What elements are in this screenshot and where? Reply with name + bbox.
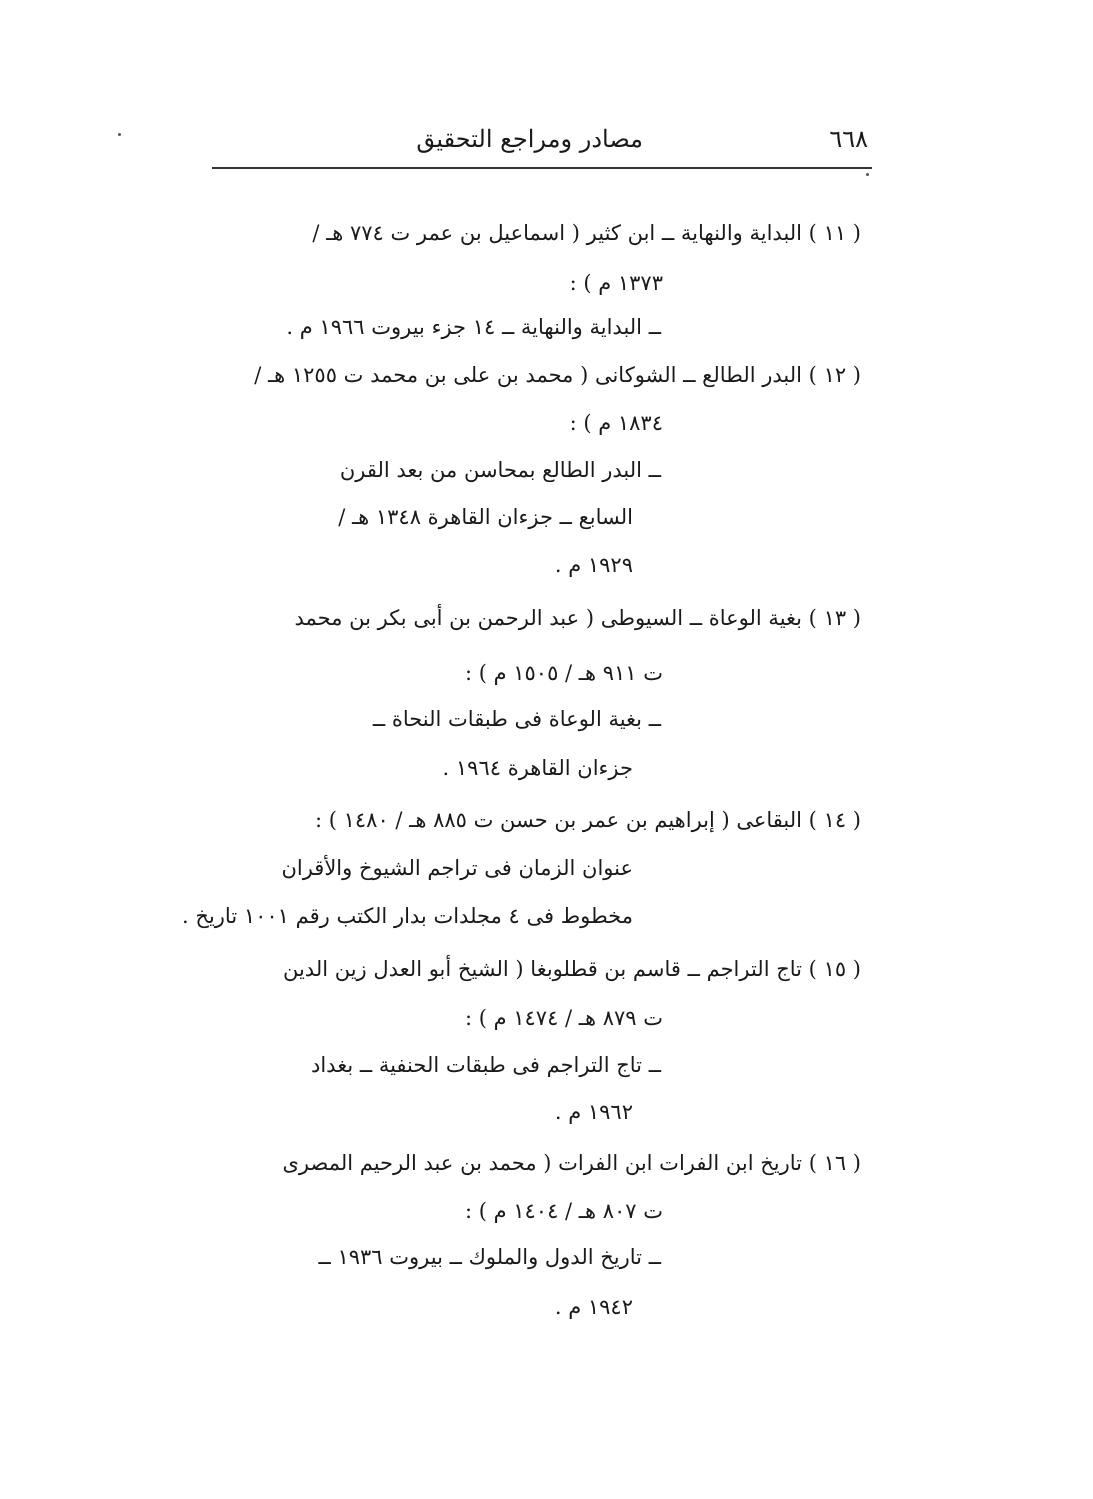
entry-11-line-2: ١٣٧٣ م ) : bbox=[569, 271, 663, 295]
entry-13-line-2: ت ٩١١ هـ / ١٥٠٥ م ) : bbox=[464, 661, 663, 685]
entry-14-line-3: مخطوط فى ٤ مجلدات بدار الكتب رقم ١٠٠١ تاريخ . bbox=[182, 904, 633, 928]
running-header-title: مصادر ومراجع التحقيق bbox=[416, 125, 643, 153]
entry-16-line-1: ( ١٦ ) تاريخ ابن الفرات ابن الفرات ( محمد بن عبد الرحيم المصرى bbox=[282, 1151, 861, 1175]
entry-16-line-2: ت ٨٠٧ هـ / ١٤٠٤ م ) : bbox=[464, 1199, 663, 1223]
entry-16-line-3: ــ تاريخ الدول والملوك ــ بيروت ١٩٣٦ ــ bbox=[318, 1245, 661, 1269]
entry-13-line-3: ــ بغية الوعاة فى طبقات النحاة ــ bbox=[372, 707, 661, 731]
entry-14-line-2: عنوان الزمان فى تراجم الشيوخ والأقران bbox=[281, 856, 633, 880]
entry-13-line-4: جزءان القاهرة ١٩٦٤ . bbox=[442, 756, 633, 780]
page-number: ٦٦٨ bbox=[829, 125, 868, 153]
speck bbox=[118, 133, 121, 136]
entry-12-line-1: ( ١٢ ) البدر الطالع ــ الشوكانى ( محمد بن على بن محمد ت ١٢٥٥ هـ / bbox=[254, 363, 861, 387]
entry-11-line-1: ( ١١ ) البداية والنهاية ــ ابن كثير ( اسماعيل بن عمر ت ٧٧٤ هـ / bbox=[312, 221, 861, 245]
entry-14-line-1: ( ١٤ ) البقاعى ( إبراهيم بن عمر بن حسن ت ٨٨٥ هـ / ١٤٨٠ ) : bbox=[314, 808, 861, 832]
entry-12-line-3: ــ البدر الطالع بمحاسن من بعد القرن bbox=[339, 458, 661, 482]
entry-15-line-1: ( ١٥ ) تاج التراجم ــ قاسم بن قطلوبغا ( الشيخ أبو العدل زين الدين bbox=[282, 957, 861, 981]
entry-12-line-5: ١٩٢٩ م . bbox=[554, 553, 633, 577]
entry-15-line-2: ت ٨٧٩ هـ / ١٤٧٤ م ) : bbox=[464, 1006, 663, 1030]
entry-15-line-4: ١٩٦٢ م . bbox=[554, 1100, 633, 1124]
entry-16-line-4: ١٩٤٢ م . bbox=[554, 1295, 633, 1319]
header-rule bbox=[212, 167, 872, 169]
entry-13-line-1: ( ١٣ ) بغية الوعاة ــ السيوطى ( عبد الرحمن بن أبى بكر بن محمد bbox=[294, 606, 861, 630]
entry-12-line-2: ١٨٣٤ م ) : bbox=[569, 411, 663, 435]
entry-12-line-4: السابع ــ جزءان القاهرة ١٣٤٨ هـ / bbox=[338, 505, 633, 529]
entry-15-line-3: ــ تاج التراجم فى طبقات الحنفية ــ بغداد bbox=[311, 1053, 661, 1077]
entry-11-line-3: ــ البداية والنهاية ــ ١٤ جزء بيروت ١٩٦٦ م . bbox=[286, 315, 661, 339]
speck bbox=[866, 173, 869, 176]
